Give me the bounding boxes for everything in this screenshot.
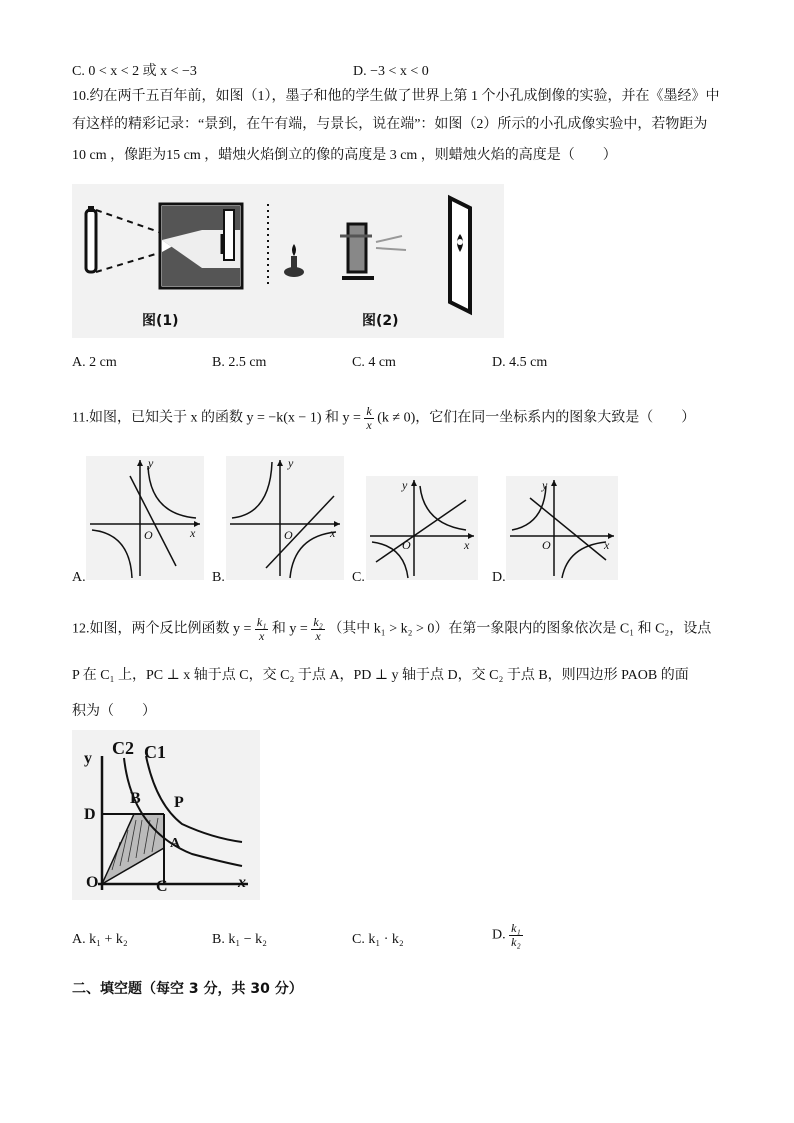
graph-a-x-label: x [190,526,196,540]
q12-fraction1 [255,616,269,643]
graph-b-svg [226,456,344,580]
q12-f2-num: k₂ [313,615,323,629]
q12-o-label: O [86,874,99,891]
q10-figure [72,184,504,338]
q12-option-d [492,922,523,949]
q12-option-d-fraction [509,922,523,949]
q11-option-d: D. [492,570,506,585]
q12-option-d-num: k₁ [511,921,521,935]
q12-graph-svg [72,730,260,900]
q12-option-c: C. k₁ · k₂ [352,932,404,947]
q10-option-a: A. 2 cm [72,355,117,370]
graph-d-y-label: y [542,478,548,492]
q10-line1: 10.约在两千五百年前，如图（1），墨子和他的学生做了世界上第 1 个小孔成倒像的实验，并在《墨经》中 [72,89,720,104]
q12-x-label: x [238,874,246,891]
q12-c2-label: C2 [112,738,134,758]
q12-line3: 积为（ ） [72,704,156,719]
q12-line2: P 在 C₁ 上，PC ⊥ x 轴于点 C，交 C₂ 于点 A，PD ⊥ y 轴于点 D，交 C₂ 于点 B，则四边形 PAOB 的面 [72,668,689,683]
q9-option-d: D. −3 < x < 0 [353,64,429,79]
graph-c-origin: O [402,538,411,552]
q11-option-a: A. [72,570,86,585]
graph-b-y-label: y [288,456,294,470]
q12-option-d-prefix: D. [492,927,506,943]
q12-option-a: A. k₁ + k₂ [72,932,128,947]
q10-line3: 10 cm ，像距为15 cm ，蜡烛火焰倒立的像的高度是 3 cm ，则蜡烛火焰的高度是（ ） [72,148,617,163]
q12-f1-num: k₁ [256,615,267,629]
q12-a-label: A [170,836,181,851]
q11-frac-den: x [366,418,372,432]
q11-frac-num: k [366,404,372,418]
q12-text-b: 和 y = [271,621,308,637]
q12-f2-den: x [315,629,321,643]
graph-d-origin: O [542,538,551,552]
q12-c-label: C [156,878,168,895]
q12-fraction2 [311,616,325,643]
q11-graph-a [86,456,204,580]
q12-b-label: B [130,790,141,807]
q11-fraction [364,405,373,432]
q11-graph-b [226,456,344,580]
q12-f1-den: x [258,629,265,643]
figure2-caption: 图(2) [362,313,399,329]
q10-option-d: D. 4.5 cm [492,355,548,370]
pinhole-board [340,224,406,278]
q12-p-label: P [174,794,184,811]
q11-text-after: (k ≠ 0)，它们在同一坐标系内的图象大致是（ ） [377,410,696,426]
graph-a-y-label: y [148,456,154,470]
q10-option-b: B. 2.5 cm [212,355,267,370]
q12-figure [72,730,260,900]
q11-option-b: B. [212,570,225,585]
q10-option-c: C. 4 cm [352,355,396,370]
graph-b-x-label: x [330,526,336,540]
graph-d-x-label: x [604,538,610,552]
q12-option-d-den: k₂ [511,935,521,949]
q12-d-label: D [84,806,96,823]
graph-c-svg [366,476,478,580]
q11-question [72,405,695,432]
screen-shape [450,198,470,312]
graph-c-x-label: x [464,538,470,552]
q12-c1-label: C1 [144,742,166,762]
person-shape [86,206,96,272]
section-2-heading: 二、填空题（每空 3 分，共 30 分） [72,981,303,997]
graph-a-origin: O [144,528,153,542]
graph-b-origin: O [284,528,293,542]
q11-text-before: 11.如图，已知关于 x 的函数 y = −k(x − 1) 和 y = [72,410,361,426]
q12-option-b: B. k₁ − k₂ [212,932,267,947]
q11-graph-c [366,476,478,580]
graph-c-y-label: y [402,478,408,492]
candle-shape [284,244,304,277]
pinhole-experiment-diagram [72,184,504,338]
q11-option-c: C. [352,570,365,585]
q12-text-a: 12.如图，两个反比例函数 y = [72,621,252,637]
q11-graph-d [506,476,618,580]
q12-line1 [72,616,711,643]
graph-a-svg [86,456,204,580]
q10-line2: 有这样的精彩记录：“景到，在午有端，与景长，说在端”：如图（2）所示的小孔成像实验中，若物距为 [72,117,708,132]
q12-text-c: （其中 k₁ > k₂ > 0）在第一象限内的图象依次是 C₁ 和 C₂，设点 [328,621,712,637]
q12-y-label: y [84,750,92,767]
graph-d-svg [506,476,618,580]
q9-option-c: C. 0 < x < 2 或 x < −3 [72,64,197,79]
figure1-caption: 图(1) [142,313,179,329]
